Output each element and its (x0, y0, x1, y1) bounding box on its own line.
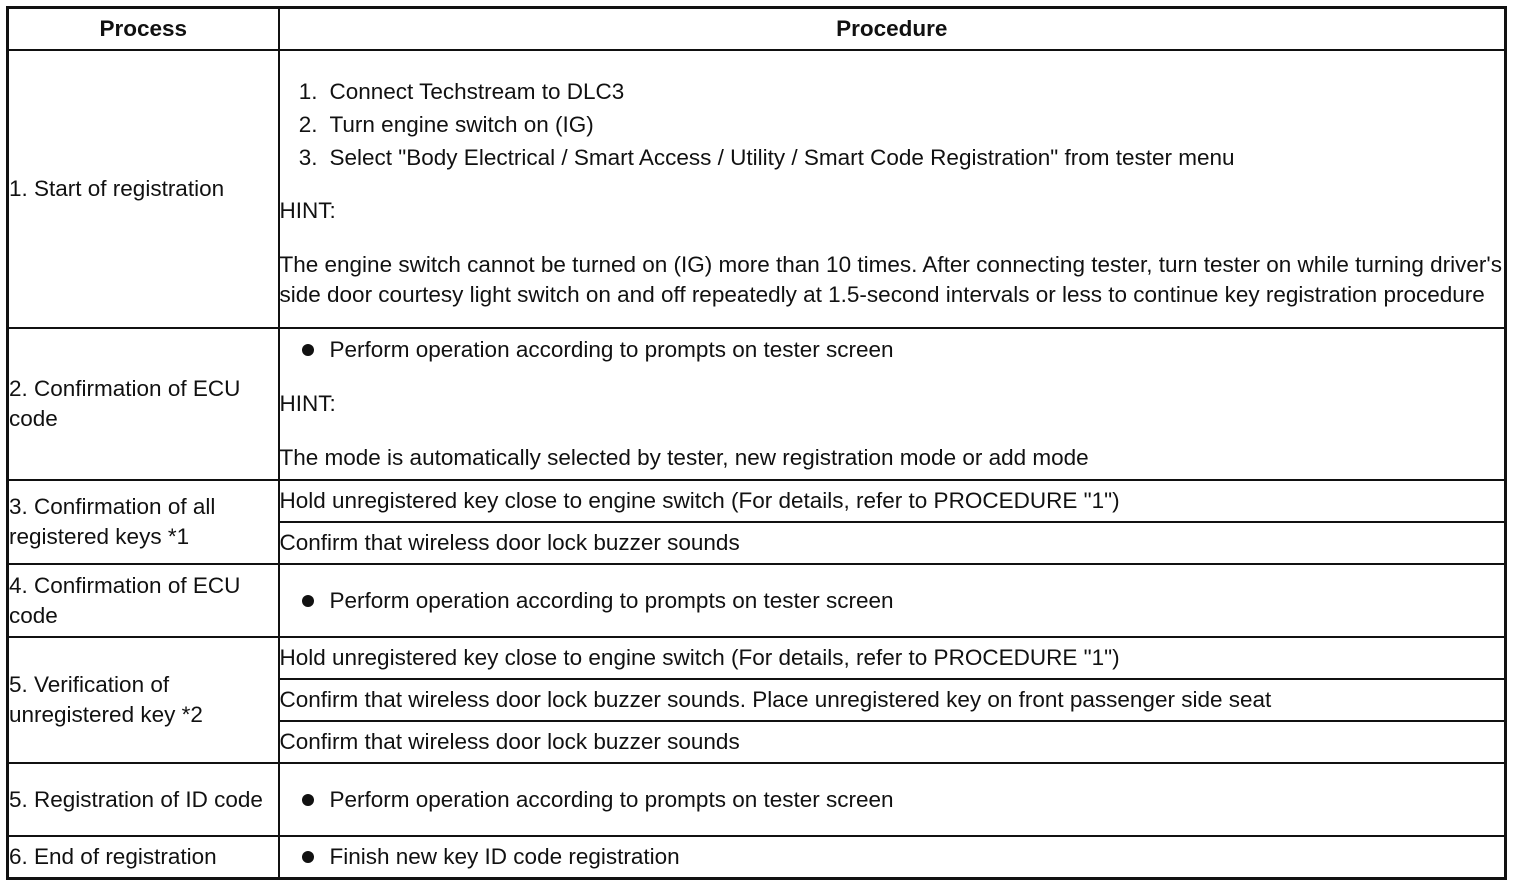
procedure-cell: Confirm that wireless door lock buzzer sounds. Place unregistered key on front passenger side seat (279, 679, 1506, 721)
bullet-icon (280, 344, 330, 356)
procedure-cell: Hold unregistered key close to engine switch (For details, refer to PROCEDURE "1") (279, 637, 1506, 679)
table-row (8, 763, 1506, 836)
process-cell: 1. Start of registration (8, 50, 279, 328)
hint-label: HINT: (279, 391, 336, 416)
bullet-item (280, 785, 1505, 815)
bullet-item (280, 335, 1505, 365)
process-cell: 5. Registration of ID code (8, 763, 279, 836)
header-row (8, 8, 1506, 51)
bullet-text: Perform operation according to prompts on tester screen (329, 337, 894, 362)
step-number: 2. (298, 111, 318, 137)
process-cell: 6. End of registration (8, 836, 279, 878)
table-row (8, 564, 1506, 637)
table-row (8, 637, 1506, 679)
step-number: 3. (298, 144, 318, 170)
bullet-item (280, 842, 1505, 872)
table-row (8, 328, 1506, 480)
procedure-cell (279, 564, 1506, 637)
process-cell: 2. Confirmation of ECU code (8, 328, 279, 480)
bullet-text: Finish new key ID code registration (329, 843, 680, 869)
header-procedure: Procedure (279, 8, 1506, 51)
procedure-cell (279, 328, 1506, 480)
bullet-icon (280, 794, 330, 806)
bullet-text: Perform operation according to prompts on tester screen (329, 786, 894, 812)
bullet-item (280, 586, 1505, 616)
procedure-cell (279, 836, 1506, 878)
process-cell: 3. Confirmation of all registered keys *1 (8, 480, 279, 564)
header-process: Process (8, 8, 279, 51)
table-row (8, 50, 1506, 328)
procedure-cell (279, 50, 1506, 328)
hint-label: HINT: (279, 197, 336, 223)
procedure-cell: Confirm that wireless door lock buzzer sounds (279, 721, 1506, 763)
hint-text: The engine switch cannot be turned on (IG) more than 10 times. After connecting tester, turn tester on while turning driver's side door courtesy light switch on and off repeatedly at 1.5-second intervals or less to continue key registration procedure (279, 251, 1502, 307)
step-number: 1. (298, 78, 318, 104)
table-row (8, 480, 1506, 522)
procedure-cell (279, 763, 1506, 836)
hint-text: The mode is automatically selected by tester, new registration mode or add mode (279, 445, 1089, 470)
table-row (8, 836, 1506, 878)
step-text: Turn engine switch on (IG) (329, 111, 594, 137)
step-text: Select "Body Electrical / Smart Access / Utility / Smart Code Registration" from tester menu (329, 144, 1235, 170)
process-cell: 5. Verification of unregistered key *2 (8, 637, 279, 763)
list-item (280, 75, 1505, 108)
bullet-text: Perform operation according to prompts on tester screen (329, 587, 894, 613)
bullet-icon (280, 595, 330, 607)
list-item (280, 141, 1505, 174)
step-text: Connect Techstream to DLC3 (329, 78, 625, 104)
bullet-icon (280, 851, 330, 863)
procedure-cell: Hold unregistered key close to engine switch (For details, refer to PROCEDURE "1") (279, 480, 1506, 522)
list-item (280, 108, 1505, 141)
step-list (280, 75, 1505, 174)
procedure-table (6, 6, 1507, 880)
procedure-cell: Confirm that wireless door lock buzzer sounds (279, 522, 1506, 564)
process-cell: 4. Confirmation of ECU code (8, 564, 279, 637)
